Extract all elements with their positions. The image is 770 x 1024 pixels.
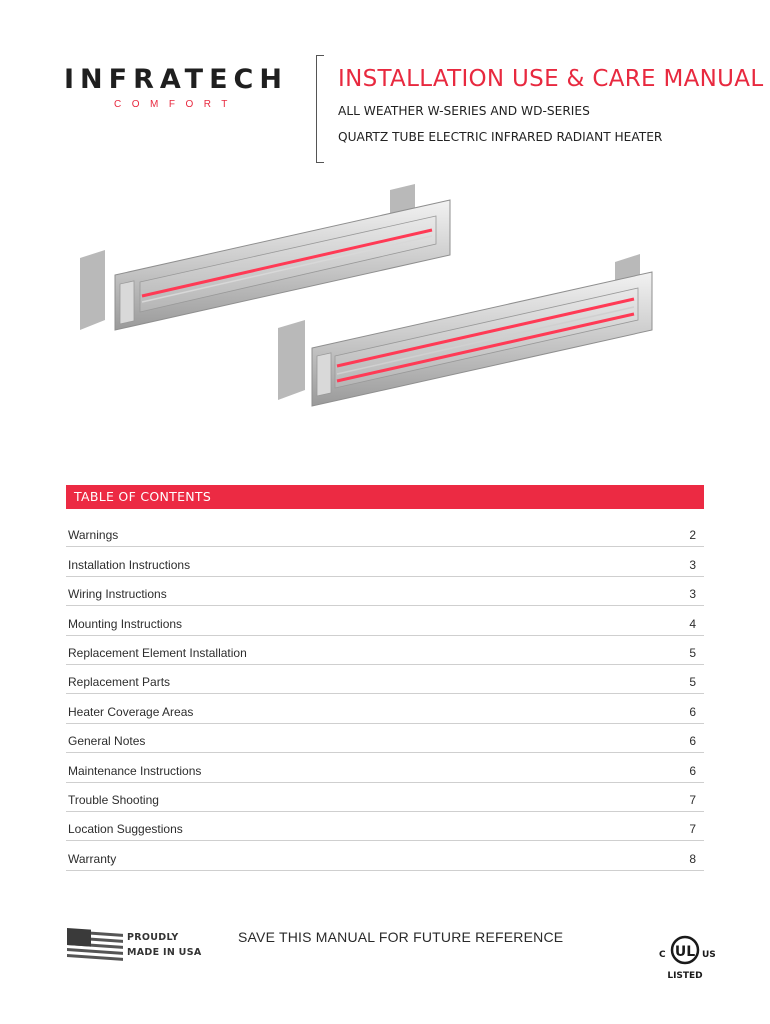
toc-label: Maintenance Instructions — [68, 763, 202, 778]
toc-list — [66, 518, 704, 871]
toc-page: 4 — [689, 616, 696, 631]
manual-subtitle-series: ALL WEATHER W-SERIES AND WD-SERIES — [338, 104, 590, 118]
title-bracket — [316, 55, 324, 163]
made-in-usa-label — [127, 930, 202, 960]
toc-page: 2 — [689, 528, 696, 543]
toc-label: Trouble Shooting — [68, 792, 159, 807]
toc-page: 6 — [689, 734, 696, 749]
toc-label: Mounting Instructions — [68, 616, 183, 631]
toc-heading: TABLE OF CONTENTS — [74, 489, 212, 504]
toc-label: Wiring Instructions — [68, 587, 167, 602]
brand-sub: COMFORT — [114, 99, 238, 110]
toc-label: Replacement Element Installation — [68, 645, 247, 660]
heater-w-series — [80, 184, 450, 330]
toc-row — [66, 606, 704, 635]
made-line-2: MADE IN USA — [127, 947, 202, 958]
toc-label: Replacement Parts — [68, 675, 171, 690]
toc-row — [66, 518, 704, 547]
toc-row — [66, 577, 704, 606]
toc-page: 6 — [689, 704, 696, 719]
ul-listed-mark — [655, 930, 719, 982]
toc-page: 7 — [689, 822, 696, 837]
toc-label: Installation Instructions — [68, 557, 191, 572]
toc-page: 3 — [689, 587, 696, 602]
toc-label: Warnings — [68, 528, 119, 543]
made-line-1: PROUDLY — [127, 932, 179, 943]
toc-row — [66, 753, 704, 782]
toc-header — [66, 485, 704, 509]
toc-page: 7 — [689, 792, 696, 807]
infratech-logo — [64, 64, 288, 110]
brand-name: INFRATECH — [64, 64, 288, 95]
save-manual-note: SAVE THIS MANUAL FOR FUTURE REFERENCE — [238, 929, 564, 945]
toc-page: 3 — [689, 557, 696, 572]
ul-listed-text: LISTED — [667, 971, 703, 981]
toc-label: Warranty — [68, 851, 117, 866]
toc-row — [66, 812, 704, 841]
manual-subtitle-type: QUARTZ TUBE ELECTRIC INFRARED RADIANT HEATER — [338, 130, 663, 144]
toc-page: 5 — [689, 675, 696, 690]
toc-label: General Notes — [68, 734, 146, 749]
toc-row — [66, 841, 704, 870]
toc-row — [66, 694, 704, 723]
toc-page: 8 — [689, 851, 696, 866]
manual-title: INSTALLATION USE & CARE MANUAL — [338, 66, 764, 92]
ul-c-text: C — [659, 950, 666, 960]
toc-page: 6 — [689, 763, 696, 778]
toc-row — [66, 636, 704, 665]
usa-flag-icon — [67, 928, 123, 962]
toc-row — [66, 783, 704, 812]
toc-page: 5 — [689, 645, 696, 660]
toc-row — [66, 547, 704, 576]
toc-row — [66, 665, 704, 694]
toc-label: Heater Coverage Areas — [68, 704, 194, 719]
toc-row — [66, 724, 704, 753]
ul-us-text: US — [702, 950, 716, 960]
heater-product-image — [60, 180, 730, 430]
toc-label: Location Suggestions — [68, 822, 183, 837]
ul-mark-text: UL — [674, 944, 696, 960]
